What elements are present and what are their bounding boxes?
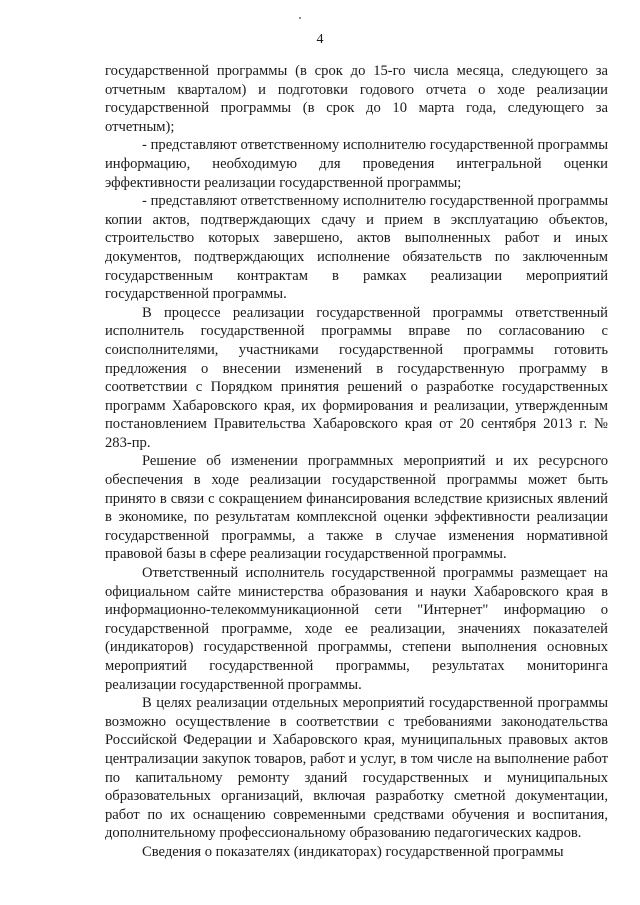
paragraph-7: В целях реализации отдельных мероприятий государственной программы возможно осуществление в соответствии с требованиями законодательства Российской Федерации и Хабаровского края, муниципальных правовых актов централизации закупок товаров, работ и услуг, в том числе на выполнение работ по капитальному ремонту зданий государственных и муниципальных образовательных организаций, включая разработку сметной документации, работ по их оснащению современными средствами обучения и воспитания, дополнительному профессиональному образованию педагогических кадров. bbox=[105, 695, 608, 842]
paragraph-6: Ответственный исполнитель государственной программы размещает на официальном сайте министерства образования и науки Хабаровского края в информационно-телекоммуникационной сети "Интернет" информацию о государственной программе, ходе ее реализации, значениях показателей (индикаторов) государственной программы, степени выполнения основных мероприятий государственной программы, результатах мониторинга реализации государственной программы. bbox=[105, 565, 608, 693]
paragraph-2: - представляют ответственному исполнителю государственной программы информацию, необходимую для проведения интегральной оценки эффективности реализации государственной программы; bbox=[105, 137, 608, 191]
paragraph-3: - представляют ответственному исполнителю государственной программы копии актов, подтверждающих сдачу и прием в эксплуатацию объектов, строительство которых завершено, актов выполненных работ и иных документов, подтверждающих исполнение обязательств по заключенным государственным контрактам в рамках реализации мероприятий государственной программы. bbox=[105, 193, 608, 303]
scan-dot bbox=[299, 17, 301, 19]
paragraph-5: Решение об изменении программных мероприятий и их ресурсного обеспечения в ходе реализации государственной программы может быть принято в связи с сокращением финансирования вследствие кризисных явлений в экономике, по результатам комплексной оценки эффективности реализации государственной программы, а также в случае изменения нормативной правовой базы в сфере реализации государственной программы. bbox=[105, 453, 608, 563]
paragraph-1: государственной программы (в срок до 15-го числа месяца, следующего за отчетным кварталом) и подготовки годового отчета о ходе реализации государственной программы (в срок до 10 марта года, следующего за отчетным); bbox=[105, 63, 608, 135]
paragraph-4: В процессе реализации государственной программы ответственный исполнитель государственной программы вправе по согласованию с соисполнителями, участниками государственной программы готовить предложения о внесении изменений в государственную программу в соответствии с Порядком принятия решений о разработке государственных программ Хабаровского края, их формирования и реализации, утвержденным постановлением Правительства Хабаровского края от 20 сентября 2013 г. № 283-пр. bbox=[105, 304, 608, 451]
document-body bbox=[105, 62, 608, 862]
paragraph-8: Сведения о показателях (индикаторах) государственной программы bbox=[142, 843, 564, 860]
page-number: 4 bbox=[316, 32, 324, 47]
